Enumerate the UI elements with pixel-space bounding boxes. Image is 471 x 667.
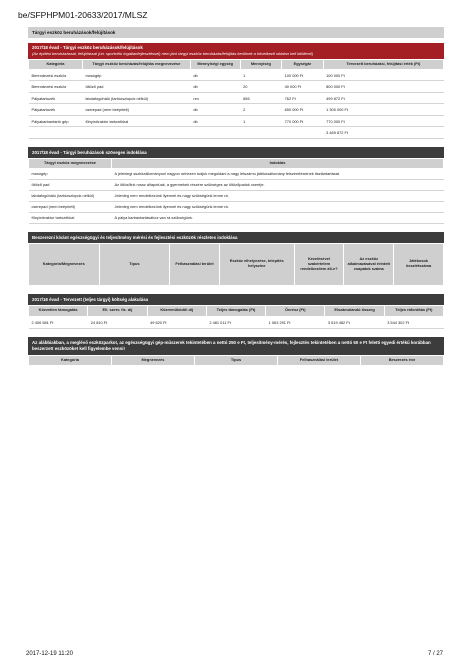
footer-timestamp: 2017-12-19 11:20	[26, 651, 73, 657]
cell: Pályatartozék	[29, 104, 83, 116]
cell: 49 620 Ft	[147, 316, 206, 328]
cell: 2 406 581 Ft	[29, 316, 88, 328]
col-header: Felhasználási terület	[278, 355, 361, 365]
col-header: Ell. szerv. fiz. díj	[88, 305, 147, 316]
cell: labdafogóháló (tartóoszlopok nélkül)	[29, 190, 112, 201]
col-header: Kategória	[29, 60, 83, 70]
cell: 762 Ft	[282, 92, 324, 104]
col-header: Teljes ráfordítás (Ft)	[384, 305, 443, 316]
col-header: Felhasználási terület	[170, 243, 220, 285]
cell: 770 000 Ft	[282, 115, 324, 127]
health-table	[28, 243, 444, 286]
col-header: Mennyiség	[240, 60, 282, 70]
page-content	[28, 27, 444, 366]
table-row	[29, 92, 444, 104]
col-header: Beszerzés éve	[361, 355, 444, 365]
cell: Jelenleg nem rendelkezünk ilyennel és nagy szükségünk lenne rá.	[112, 190, 444, 201]
assets-subtitle: (Az építési beruházással, felújítással (ún. sportcélú ingatlanfejlesztéssel) nem járó tárgyi eszköz beruházás/felújítás kerülnek a következő oldalon kell kitölteni!)	[32, 51, 314, 56]
col-header: Mennyiségi egység	[190, 60, 240, 70]
col-header: Kategória	[29, 355, 112, 365]
cell: öltöző pad	[82, 81, 190, 93]
cell: 499 872 Ft	[323, 92, 443, 104]
note-header-row	[29, 355, 444, 365]
cell: 1	[240, 69, 282, 81]
col-header: Tervezett beruházási, felújítási érték (Ft)	[323, 60, 443, 70]
cell: Berendezési eszköz	[29, 81, 83, 93]
cell: 3 519 482 Ft	[325, 316, 384, 328]
col-header: Tárgyi eszköz megnevezése	[29, 158, 112, 168]
cell: A jelenlegi sszközállományunl nagyon nehezen tudjuk megoldani a nagy létszámú játékosállomány felszereléseinek tisztántartását.	[112, 168, 444, 179]
col-header: Tárgyi eszköz beruházás/felújítás megnevezése	[82, 60, 190, 70]
summary-table	[28, 305, 444, 329]
cell: 100 000 Ft	[282, 69, 324, 81]
cell: Jelenleg nem rendelkezünk ilyennel és nagy szükségünk lenne rá.	[112, 201, 444, 212]
cell: db	[190, 104, 240, 116]
cell: labdafogóháló (tartóoszlopok nélkül)	[82, 92, 190, 104]
cell: cserepad (nem beépített)	[29, 201, 112, 212]
health-title: Beszerezni kívánt egészségügyi és teljesítmény mérési és fejlesztési eszközök részletes indoklása	[28, 232, 444, 243]
cell: 770 000 Ft	[323, 115, 443, 127]
table-row	[29, 201, 444, 212]
cell: 3 544 302 Ft	[384, 316, 443, 328]
cell: Berendezési eszköz	[29, 69, 83, 81]
cell: Az öltözőink rossz állapotúak, a gyermekek részére szükséges az öltözőpadok cseréje.	[112, 179, 444, 190]
footer-page-number: 7 / 27	[427, 651, 443, 657]
total-row	[29, 127, 444, 139]
table-row	[29, 115, 444, 127]
cell: 40 000 Ft	[282, 81, 324, 93]
cell: 650 000 Ft	[282, 104, 324, 116]
cell: Pályakarbantartó gép	[29, 115, 83, 127]
col-header: Közreműködői díj	[147, 305, 206, 316]
cell: 1 063 291 Ft	[266, 316, 325, 328]
cell: A pálya karbantartásához van rá szükségünk.	[112, 212, 444, 223]
assets-title: 2017/18 évad - Tárgyi eszköz beruházások/felújítások	[32, 45, 143, 50]
section-title: Tárgyi eszköz beruházások/felújítások	[28, 27, 444, 38]
cell: mosógép	[82, 69, 190, 81]
cell: db	[190, 81, 240, 93]
summary-header-row	[29, 305, 444, 316]
assets-header	[28, 43, 444, 59]
col-header: Teljes támogatás (Ft)	[206, 305, 265, 316]
document-id: be/SFPHPM01-20633/2017/MLSZ	[18, 10, 148, 20]
table-row	[29, 104, 444, 116]
col-header: Eszköz elhelyezése, telepítés helyszíne	[219, 243, 294, 285]
cell: fűnyírótraktor tartozékkal	[82, 115, 190, 127]
cell: 20	[240, 81, 282, 93]
col-header: Közvetlen támogatás	[29, 305, 88, 316]
cell: nm	[190, 92, 240, 104]
col-header: Önrész (Ft)	[266, 305, 325, 316]
assets-table	[28, 59, 444, 139]
health-header-row	[29, 243, 444, 285]
col-header: Indoklás	[112, 158, 444, 168]
summary-title: 2017/18 évad - Tervezett (teljes tárgyi) költség alakulása	[28, 294, 444, 305]
table-row	[29, 69, 444, 81]
cell: Pályatartozék	[29, 92, 83, 104]
cell: mosógép	[29, 168, 112, 179]
justification-title: 2017/18 évad - Tárgyi beruházások szöveges indoklása	[28, 147, 444, 158]
cell: 24 810 Ft	[88, 316, 147, 328]
justification-table	[28, 158, 444, 224]
cell: 1	[240, 115, 282, 127]
cell: 656	[240, 92, 282, 104]
table-row	[29, 81, 444, 93]
table-row	[29, 168, 444, 179]
table-row	[29, 316, 444, 328]
col-header: Típus	[195, 355, 278, 365]
note-title: Az alábbiakban, a meglévő eszközparkot, az egészségügyi gép-műszerek tekintetében a nettó 250 e Ft, teljesítmény-mérés, fejlesztés tekintetében a nettó 50 e Ft feletti egyedi értékű korábban beszerzett eszközöket kell figyelembe venni!	[28, 337, 444, 355]
col-header: Megnevezés	[112, 355, 195, 365]
table-row	[29, 179, 444, 190]
col-header: Elszámolandó összeg	[325, 305, 384, 316]
cell: db	[190, 115, 240, 127]
cell: 2	[240, 104, 282, 116]
col-header: Az eszköz alkalmazásával érintett csapatok száma	[344, 243, 394, 285]
justification-header-row	[29, 158, 444, 168]
assets-header-row	[29, 60, 444, 70]
cell: cserepad (nem beépített)	[82, 104, 190, 116]
cell: 2 481 011 Ft	[206, 316, 265, 328]
table-row	[29, 212, 444, 223]
cell: 800 000 Ft	[323, 81, 443, 93]
cell: 1 300 000 Ft	[323, 104, 443, 116]
col-header: Kategória/Megnevezés	[29, 243, 100, 285]
col-header: Típus	[99, 243, 170, 285]
col-header: Kezelésével szakértelem rendelkezőem áll-e?	[294, 243, 344, 285]
cell: 100 000 Ft	[323, 69, 443, 81]
assets-total: 3 469 872 Ft	[323, 127, 443, 139]
cell: fűnyírótraktor tartozékkal	[29, 212, 112, 223]
table-row	[29, 190, 444, 201]
cell: öltöző pad	[29, 179, 112, 190]
col-header: Egységár	[282, 60, 324, 70]
existing-equipment-table	[28, 355, 444, 366]
col-header: Játékosok összlétszáma	[394, 243, 444, 285]
cell: db	[190, 69, 240, 81]
